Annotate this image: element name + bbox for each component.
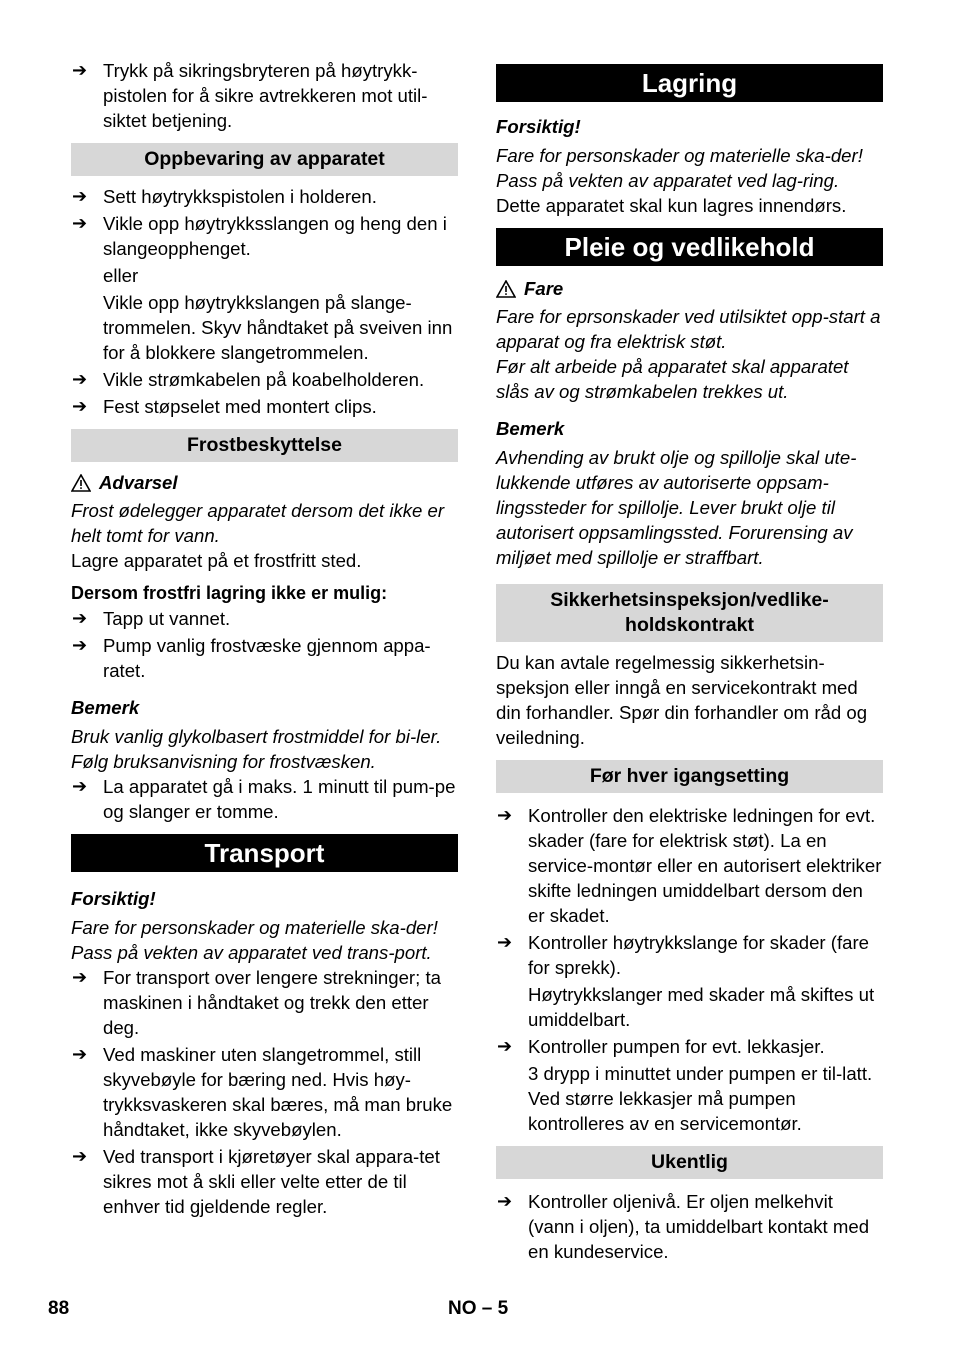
list-item: ➔ La apparatet gå i maks. 1 minutt til pum-pe og slanger er tomme. (72, 776, 456, 822)
list-item: ➔ Ved maskiner uten slangetrommel, still skyvebøyle for bæring ned. Hvis høy-trykksvaskeren skal bæres, må man bruke håndtaket, ikke skyvebøylen. (72, 1044, 453, 1140)
danger-label: Fare (496, 278, 883, 300)
section-page-indicator: NO – 5 (448, 1298, 509, 1319)
arrow-right-icon: ➔ (72, 1146, 88, 1166)
list-item: ➔ Kontroller pumpen for evt. lekkasjer. (497, 1036, 825, 1057)
note-text: Avhending av brukt olje og spillolje skal ute-lukkende utføres av autoriserte oppsam-lingssteder for spillolje. Lever brukt olje til autorisert oppsamlingssted. Forurensing av miljøet med spillolje er straffbart. (496, 447, 857, 568)
arrow-right-icon: ➔ (72, 60, 88, 80)
list-item: ➔ Sett høytrykkspistolen i holderen. (72, 186, 377, 207)
frost-text: Lagre apparatet på et frostfritt sted. (71, 550, 362, 571)
list-item: ➔ Kontroller høytrykkslange for skader (fare for sprekk). (497, 932, 870, 978)
section-heading-frost: Frostbeskyttelse (71, 429, 458, 462)
frost-subheading: Dersom frostfri lagring ikke er mulig: (71, 583, 388, 603)
danger-text: Før alt arbeide på apparatet skal apparatet slås av og strømkabelen trekkes ut. (496, 356, 849, 402)
arrow-right-icon: ➔ (72, 635, 88, 655)
caution-text: Fare for personskader og materielle ska-der! Pass på vekten av apparatet ved lag-ring. (496, 145, 863, 191)
arrow-right-icon: ➔ (72, 776, 88, 796)
right-column (496, 54, 883, 1266)
list-item: ➔ Trykk på sikringsbryteren på høytrykk-pistolen for å sikre avtrekkeren mot util-siktet betjening. (72, 60, 428, 131)
note-label: Bemerk (496, 418, 565, 439)
arrow-right-icon: ➔ (72, 608, 88, 628)
arrow-right-icon: ➔ (497, 805, 513, 825)
section-heading-before-start: Før hver igangsetting (496, 760, 883, 793)
list-item-alt-text: Vikle opp høytrykkslangen på slange-trommelen. Skyv håndtaket på sveiven inn for å blokkere slangetrommelen. (103, 292, 453, 363)
arrow-right-icon: ➔ (497, 1036, 513, 1056)
warning-triangle-icon (496, 280, 516, 298)
list-item: ➔ Kontroller oljenivå. Er oljen melkehvit (vann i oljen), ta umiddelbart kontakt med en kundeservice. (497, 1191, 870, 1262)
danger-text: Fare for eprsonskader ved utilsiktet opp-start a apparat og fra elektrisk støt. (496, 306, 881, 352)
arrow-right-icon: ➔ (72, 1044, 88, 1064)
section-heading-storage: Oppbevaring av apparatet (71, 143, 458, 176)
warning-triangle-icon (71, 474, 91, 492)
chapter-heading-lagring: Lagring (496, 64, 883, 102)
warning-text: Frost ødelegger apparatet dersom det ikke er helt tomt for vann. (71, 500, 445, 546)
left-column (71, 58, 458, 1221)
list-item-note: Høytrykkslanger med skader må skiftes ut umiddelbart. (528, 984, 875, 1030)
arrow-right-icon: ➔ (72, 967, 88, 987)
caution-label: Forsiktig! (496, 116, 581, 137)
chapter-heading-transport: Transport (71, 834, 458, 872)
list-item: ➔ Kontroller den elektriske ledningen for evt. skader (fare for elektrisk støt). La en service-montør eller en autorisert elektriker skifte ledningen umiddelbart dersom den er skadet. (497, 805, 882, 926)
section-heading-weekly: Ukentlig (496, 1146, 883, 1179)
list-item-note: 3 drypp i minuttet under pumpen er til-latt. Ved større lekkasjer må pumpen kontrolleres av en servicemontør. (528, 1063, 873, 1134)
list-item: ➔ Fest støpselet med montert clips. (72, 396, 377, 417)
warning-label: Advarsel (71, 472, 458, 494)
arrow-right-icon: ➔ (497, 932, 513, 952)
arrow-right-icon: ➔ (72, 396, 88, 416)
arrow-right-icon: ➔ (72, 213, 88, 233)
note-text: Følg bruksanvisning for frostvæsken. (71, 751, 376, 772)
arrow-right-icon: ➔ (72, 369, 88, 389)
list-item: ➔ Vikle strømkabelen på koabelholderen. (72, 369, 425, 390)
list-item: ➔ Tapp ut vannet. (72, 608, 231, 629)
caution-text: Fare for personskader og materielle ska-der! Pass på vekten av apparatet ved trans-port. (71, 917, 438, 963)
note-text: Bruk vanlig glykolbasert frostmiddel for bi-ler. (71, 726, 442, 747)
list-item: ➔ Vikle opp høytrykksslangen og heng den i slangeopphenget. (72, 213, 447, 259)
note-label: Bemerk (71, 697, 140, 718)
lagring-text: Dette apparatet skal kun lagres innendørs. (496, 195, 847, 216)
list-item: ➔ Pump vanlig frostvæske gjennom appa-ratet. (72, 635, 431, 681)
arrow-right-icon: ➔ (72, 186, 88, 206)
section-heading-inspection: Sikkerhetsinspeksjon/vedlike-holdskontrakt (496, 584, 883, 642)
list-item: ➔ For transport over lengere strekninger; ta maskinen i håndtaket og trekk den etter deg. (72, 967, 441, 1038)
caution-label: Forsiktig! (71, 888, 156, 909)
list-item-alt-label: eller (103, 265, 139, 286)
page-number: 88 (48, 1298, 70, 1319)
chapter-heading-pleie: Pleie og vedlikehold (496, 228, 883, 266)
list-item: ➔ Ved transport i kjøretøyer skal appara-tet sikres mot å skli eller velte etter de til enhver tid gjeldende regler. (72, 1146, 440, 1217)
inspection-text: Du kan avtale regelmessig sikkerhetsin-speksjon eller inngå en servicekontrakt med din forhandler. Spør din forhandler om råd og veiledning. (496, 652, 868, 748)
arrow-right-icon: ➔ (497, 1191, 513, 1211)
